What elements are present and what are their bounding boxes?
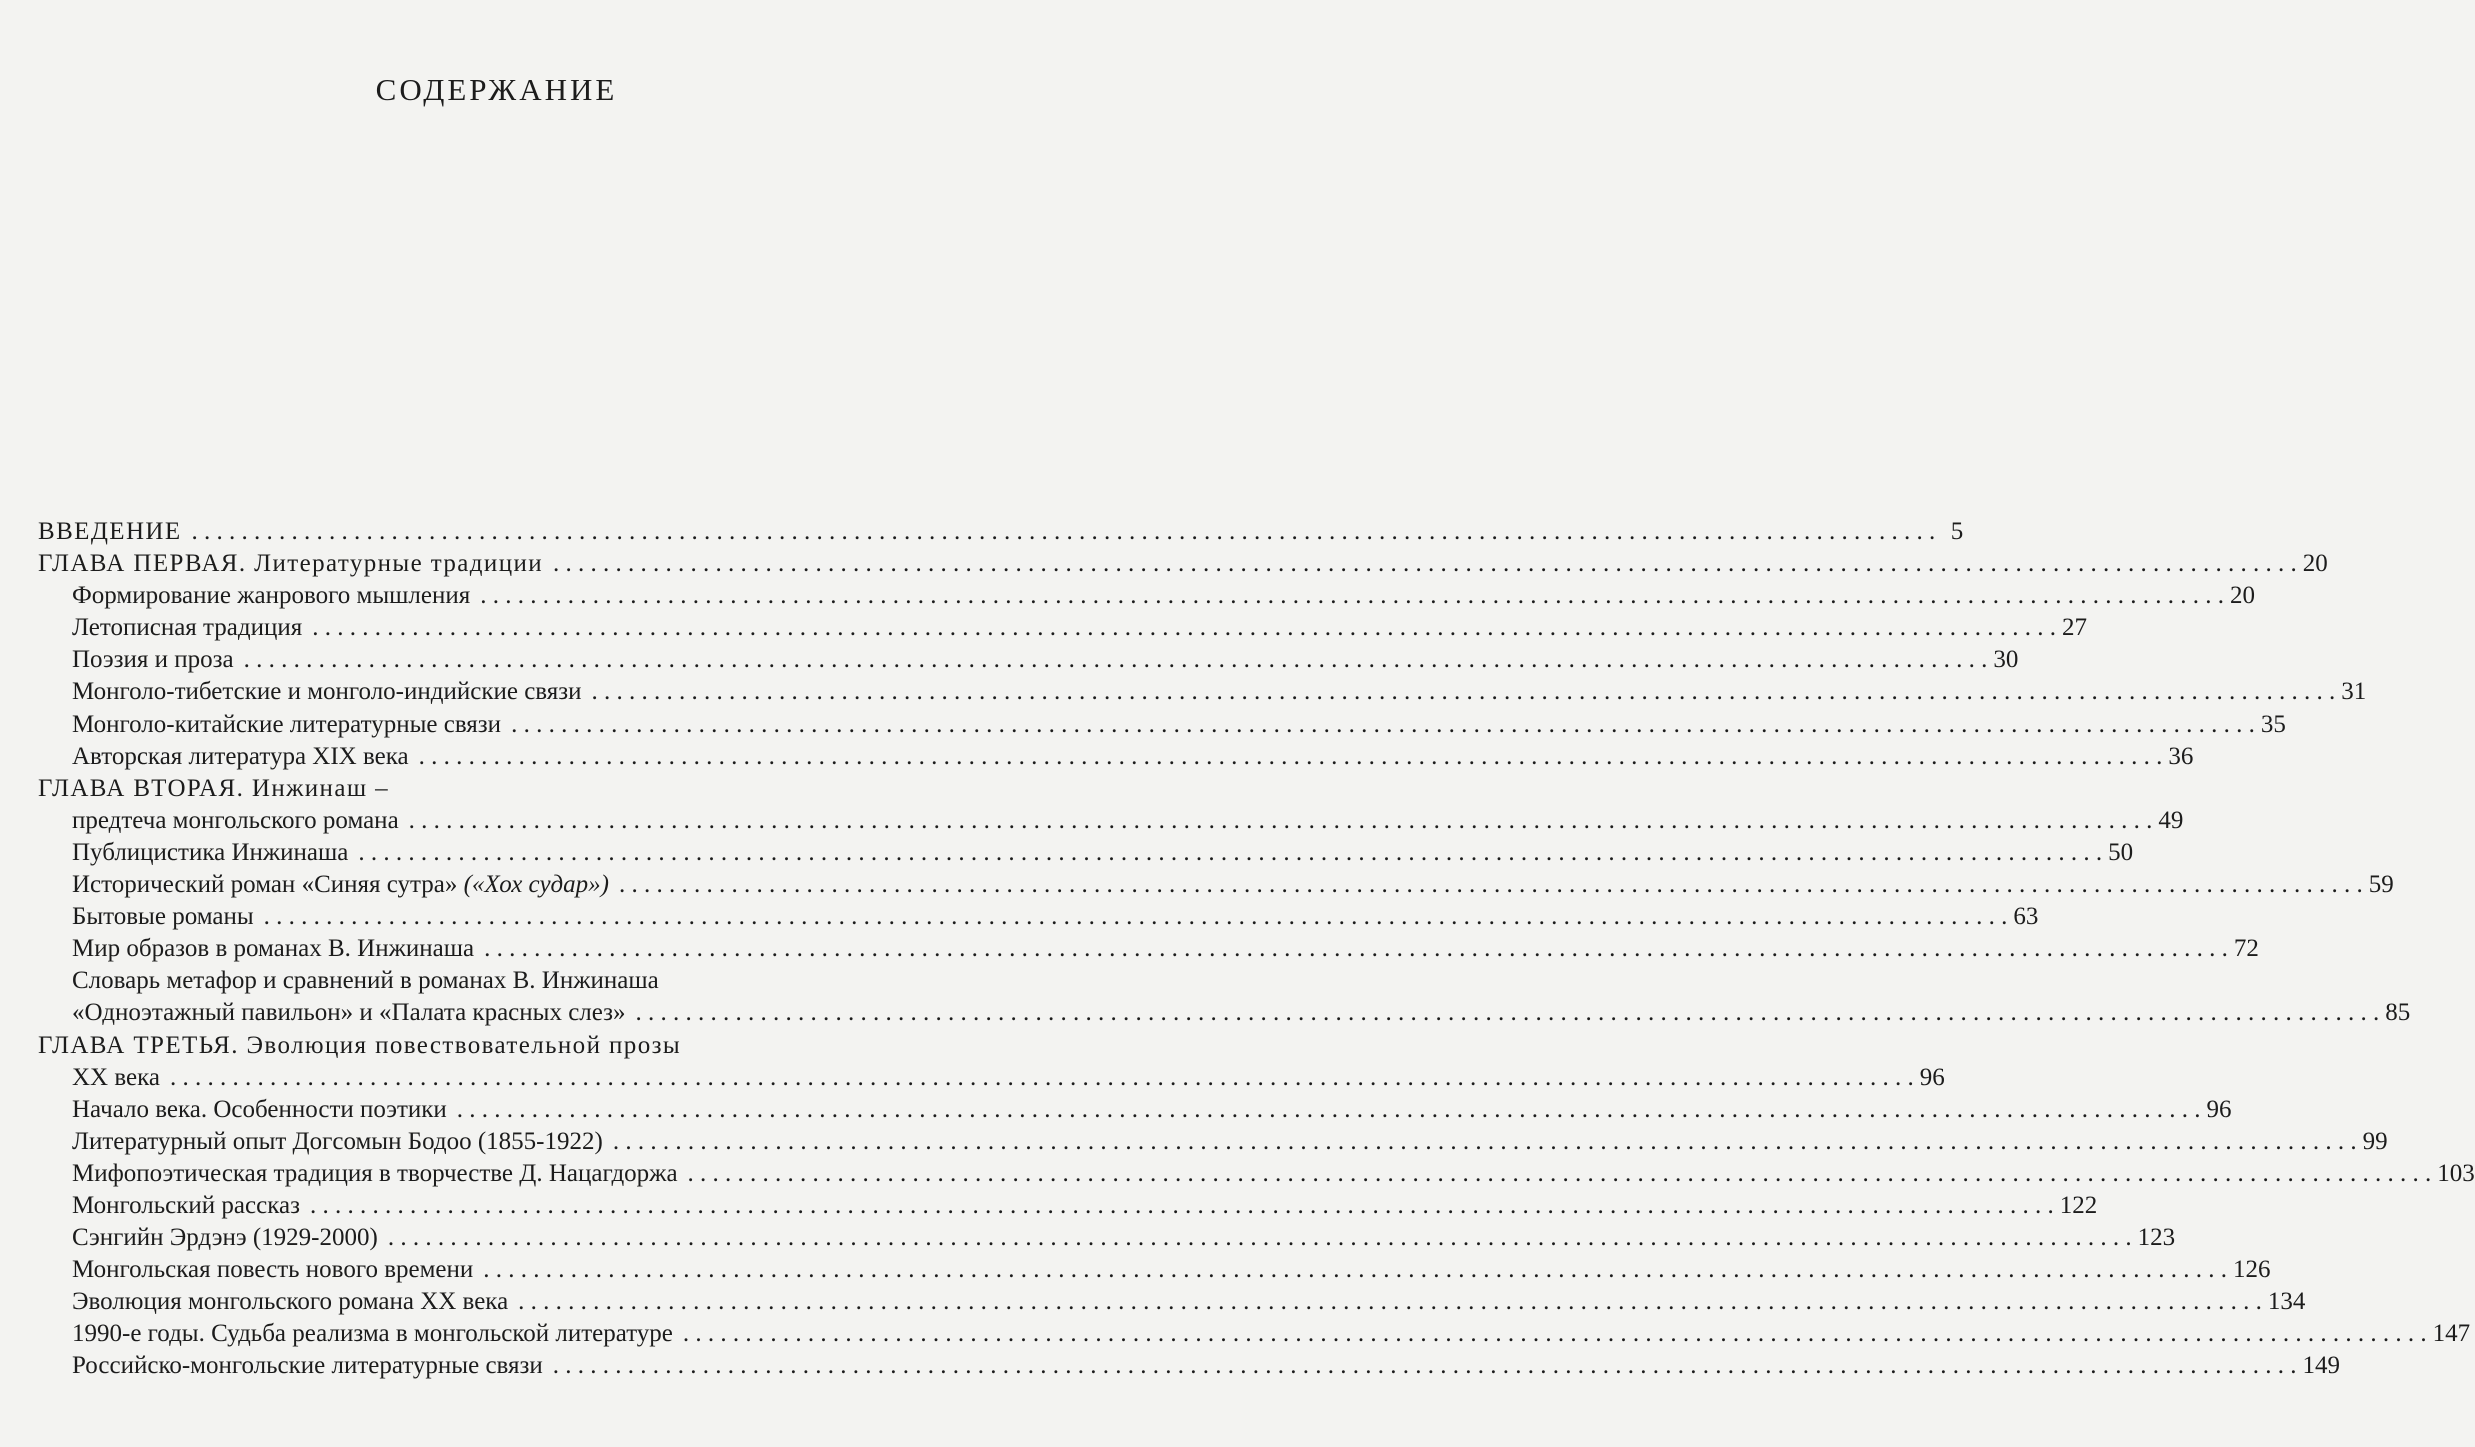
toc-entry bbox=[38, 580, 2255, 612]
page-title: СОДЕРЖАНИЕ bbox=[375, 72, 618, 107]
toc-entry-title-text: Литературный опыт Догсомын Бодоо (1855-1922) bbox=[72, 1127, 603, 1155]
toc-entry-page-number: 27 bbox=[2062, 614, 2087, 642]
toc-entry-title bbox=[38, 1030, 681, 1062]
toc-entry-title bbox=[72, 869, 609, 901]
toc-entry-title bbox=[72, 997, 626, 1029]
toc-entry-title-text: «Одноэтажный павильон» и «Палата красных слез» bbox=[72, 999, 626, 1027]
toc-entry bbox=[38, 1126, 2388, 1158]
toc-entry-page-number: 49 bbox=[2158, 806, 2184, 834]
toc-entry-page-number: 147 bbox=[2432, 1320, 2471, 1348]
dot-leader bbox=[312, 612, 2056, 644]
toc-entry-title-text: предтеча монгольского романа bbox=[72, 806, 399, 834]
dot-leader bbox=[683, 1318, 2427, 1350]
toc-entry-title-text: 1990-е годы. Судьба реализма в монгольской литературе bbox=[72, 1320, 673, 1348]
toc-entry-title-text: Формирование жанрового мышления bbox=[72, 582, 471, 610]
dot-leader bbox=[613, 1126, 2357, 1158]
toc-entry bbox=[38, 837, 2134, 869]
dot-leader bbox=[511, 709, 2255, 741]
toc-entry-title-text: Монголо-тибетские и монголо-индийские связи bbox=[72, 678, 582, 706]
toc-entry-page-number: 35 bbox=[2260, 710, 2286, 738]
toc-entry-title bbox=[72, 741, 409, 773]
dot-leader bbox=[553, 1350, 2297, 1382]
toc-entry-title bbox=[72, 1158, 678, 1190]
toc-entry-title-text: Словарь метафор и сравнений в романах В. Инжинаша bbox=[72, 967, 659, 995]
toc-entry bbox=[38, 1062, 1945, 1094]
toc-entry bbox=[38, 1094, 2232, 1126]
toc-entry-title bbox=[72, 1126, 603, 1158]
dot-leader bbox=[518, 1286, 2262, 1318]
toc-entry bbox=[38, 933, 2259, 965]
toc-entry bbox=[38, 805, 2184, 837]
toc-entry-title-text: Сэнгийн Эрдэнэ (1929-2000) bbox=[72, 1224, 378, 1252]
toc-entry-title bbox=[38, 516, 182, 548]
toc-entry bbox=[38, 1190, 2098, 1222]
toc-entry bbox=[38, 709, 2286, 741]
toc-entry-title-text: XX века bbox=[72, 1063, 160, 1091]
toc-entry bbox=[38, 997, 2411, 1029]
toc-entry bbox=[38, 1286, 2306, 1318]
toc-entry-title bbox=[72, 580, 470, 612]
dot-leader bbox=[619, 869, 2363, 901]
dot-leader bbox=[636, 997, 2380, 1029]
toc-entry-page-number: 96 bbox=[2206, 1095, 2232, 1123]
dot-leader bbox=[358, 837, 2102, 869]
dot-leader bbox=[457, 1094, 2201, 1126]
toc-entry-title bbox=[72, 1062, 160, 1094]
toc-entry bbox=[38, 901, 2039, 933]
toc-entry-page-number: 149 bbox=[2302, 1352, 2341, 1380]
toc-entry-title bbox=[72, 837, 348, 869]
toc-entry-title-text: Монголо-китайские литературные связи bbox=[72, 710, 502, 738]
toc-entry-page-number: 31 bbox=[2341, 678, 2367, 706]
toc-entry-title bbox=[72, 1222, 378, 1254]
dot-leader bbox=[310, 1190, 2054, 1222]
toc-entry bbox=[38, 1350, 2341, 1382]
toc-entry-title-text: Публицистика Инжинаша bbox=[72, 838, 349, 866]
toc-entry-title-text: Исторический роман «Синяя сутра» bbox=[72, 871, 458, 899]
toc-entry-page-number: 20 bbox=[2229, 582, 2255, 610]
toc-entry-title bbox=[38, 773, 389, 805]
toc-entry-page-number: 50 bbox=[2108, 838, 2134, 866]
toc-entry-title-italic: («Хох судар») bbox=[463, 871, 609, 899]
dot-leader bbox=[688, 1158, 2432, 1190]
toc-entry-page-number: 36 bbox=[2168, 742, 2194, 770]
toc-entry bbox=[38, 1030, 950, 1062]
toc-entry-title-text: Начало века. Особенности поэтики bbox=[72, 1095, 447, 1123]
dot-leader bbox=[480, 580, 2224, 612]
toc-entry-title bbox=[72, 1318, 673, 1350]
toc-entry-page-number: 85 bbox=[2385, 999, 2411, 1027]
toc-entry-title bbox=[72, 676, 582, 708]
toc-entry-title bbox=[72, 1190, 300, 1222]
toc-entry bbox=[38, 676, 2367, 708]
toc-entry bbox=[38, 741, 2194, 773]
toc-entry-title-text: ГЛАВА ТРЕТЬЯ. Эволюция повествовательной прозы bbox=[38, 1031, 682, 1059]
toc-entry-page-number: 134 bbox=[2267, 1288, 2306, 1316]
dot-leader bbox=[592, 676, 2336, 708]
toc-entry bbox=[38, 965, 950, 997]
toc-entry bbox=[38, 516, 1964, 548]
toc-entry-title bbox=[72, 1094, 447, 1126]
toc-entry-title bbox=[72, 612, 302, 644]
dot-leader bbox=[553, 548, 2297, 580]
toc-entry-page-number: 122 bbox=[2059, 1191, 2098, 1219]
toc-entry-page-number: 123 bbox=[2137, 1224, 2176, 1252]
toc-entry bbox=[38, 1222, 2176, 1254]
toc-entry bbox=[38, 869, 2394, 901]
toc-entry-page-number: 96 bbox=[1919, 1063, 1945, 1091]
toc-entry-title bbox=[38, 548, 543, 580]
dot-leader bbox=[484, 933, 2228, 965]
toc-entry-page-number: 72 bbox=[2233, 935, 2259, 963]
toc-entry bbox=[38, 612, 2087, 644]
dot-leader bbox=[419, 741, 2163, 773]
dot-leader bbox=[388, 1222, 2132, 1254]
toc-entry-title-text: Мир образов в романах В. Инжинаша bbox=[72, 935, 475, 963]
toc-entry-title bbox=[72, 965, 659, 997]
toc-entry bbox=[38, 548, 2328, 580]
toc-entry-page-number: 103 bbox=[2437, 1159, 2475, 1187]
toc-entry bbox=[38, 1318, 2471, 1350]
dot-leader bbox=[244, 644, 1988, 676]
table-of-contents bbox=[38, 516, 2475, 1383]
toc-entry-page-number: 59 bbox=[2368, 871, 2394, 899]
dot-leader bbox=[192, 516, 1936, 548]
toc-entry-title bbox=[72, 901, 254, 933]
toc-entry-title-text: Мифопоэтическая традиция в творчестве Д. Нацагдоржа bbox=[72, 1159, 678, 1187]
toc-entry-title bbox=[72, 933, 474, 965]
toc-entry bbox=[38, 773, 950, 805]
toc-entry-title-text: Авторская литература XIX века bbox=[72, 742, 409, 770]
toc-entry-title bbox=[72, 1286, 508, 1318]
toc-entry-title-text: Эволюция монгольского романа XX века bbox=[72, 1288, 509, 1316]
toc-entry bbox=[38, 1254, 2271, 1286]
toc-entry-title-text: Монгольская повесть нового времени bbox=[72, 1256, 474, 1284]
dot-leader bbox=[264, 901, 2008, 933]
toc-entry-title bbox=[72, 1350, 543, 1382]
toc-entry-page-number: 126 bbox=[2233, 1256, 2271, 1284]
toc-entry-title-text: Монгольский рассказ bbox=[72, 1191, 300, 1219]
toc-entry-title-text: ВВЕДЕНИЕ bbox=[38, 518, 182, 545]
toc-entry-page-number: 30 bbox=[1993, 646, 2019, 674]
toc-entry-title-text: Российско-монгольские литературные связи bbox=[72, 1352, 543, 1380]
toc-entry-title-text: ГЛАВА ПЕРВАЯ. Литературные традиции bbox=[38, 550, 544, 578]
toc-entry bbox=[38, 644, 2019, 676]
dot-leader bbox=[409, 805, 2153, 837]
toc-entry-title bbox=[72, 1254, 473, 1286]
toc-entry-title bbox=[72, 805, 399, 837]
toc-entry-title bbox=[72, 709, 501, 741]
toc-entry-title-text: Бытовые романы bbox=[72, 903, 254, 931]
toc-entry-page-number: 99 bbox=[2362, 1127, 2388, 1155]
toc-entry-title bbox=[72, 644, 234, 676]
dot-leader bbox=[170, 1062, 1914, 1094]
toc-entry-title-text: ГЛАВА ВТОРАЯ. Инжинаш – bbox=[38, 774, 390, 802]
toc-entry-page-number: 20 bbox=[2302, 550, 2328, 578]
toc-entry-page-number: 63 bbox=[2013, 903, 2039, 931]
toc-entry bbox=[38, 1158, 2475, 1190]
toc-entry-title-text: Летописная традиция bbox=[72, 614, 303, 642]
dot-leader bbox=[483, 1254, 2227, 1286]
toc-entry-page-number: 5 bbox=[1950, 518, 1964, 545]
toc-entry-title-text: Поэзия и проза bbox=[72, 646, 234, 674]
